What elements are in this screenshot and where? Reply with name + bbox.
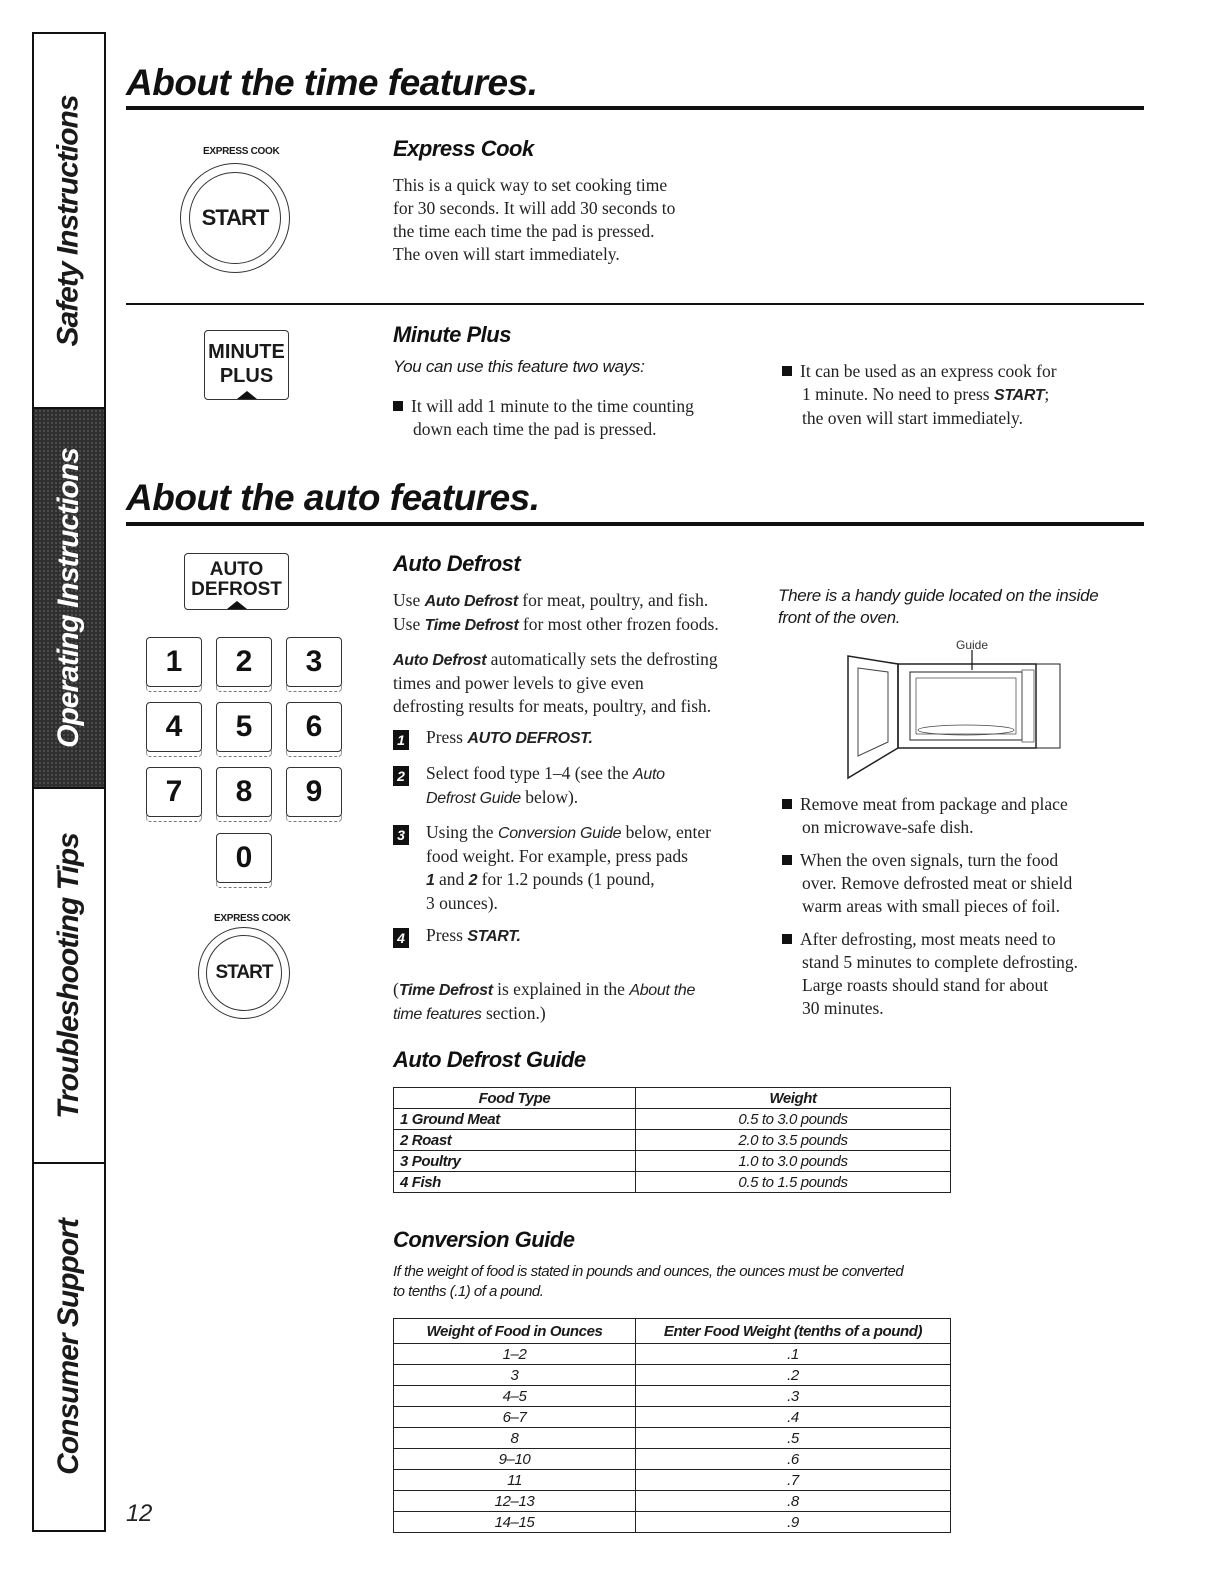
key-label: 0: [235, 841, 253, 874]
conversion-guide-description: [393, 1262, 903, 1302]
cell: .5: [636, 1428, 951, 1449]
auto-defrost-description: [393, 648, 773, 718]
cell: 4–5: [394, 1386, 636, 1407]
key-7: [146, 767, 202, 817]
t: to tenths (.1) of a pound.: [393, 1283, 544, 1300]
bullet-icon: [782, 366, 792, 376]
text-line: This is a quick way to set cooking time: [393, 175, 668, 195]
defrost-guide-table: [393, 1087, 951, 1193]
step-4: [393, 924, 773, 948]
microwave-illustration: [840, 650, 1065, 785]
minute-plus-button: [204, 330, 289, 400]
t: Use: [393, 590, 425, 610]
table-row: [394, 1172, 951, 1193]
cell: .6: [636, 1449, 951, 1470]
t: Using the: [426, 822, 498, 842]
auto-defrost-button: [184, 553, 289, 610]
table-row: [394, 1428, 951, 1449]
tab-troubleshooting-tips[interactable]: [34, 789, 104, 1164]
tab-label: Consumer Support: [52, 1219, 86, 1475]
t: Select food type 1–4 (see the: [426, 763, 634, 783]
step-number-icon: 4: [393, 928, 409, 948]
col-header: Weight of Food in Ounces: [394, 1319, 636, 1344]
t: front of the oven.: [778, 608, 901, 627]
text-line: 1 minute. No need to press: [802, 384, 994, 404]
t-emph: Defrost Guide: [426, 790, 521, 807]
key-label: 7: [165, 775, 183, 808]
cell: 2.0 to 3.5 pounds: [636, 1130, 951, 1151]
tab-label: Safety Instructions: [52, 94, 85, 347]
bullet-icon: [782, 855, 792, 865]
auto-defrost-heading: Auto Defrost: [393, 551, 521, 576]
t: Large roasts should stand for about: [802, 975, 1049, 995]
express-cook-text: [393, 174, 813, 266]
divider: [126, 106, 1144, 110]
divider: [126, 303, 1144, 305]
t-emph: time features: [393, 1006, 482, 1023]
key-1: [146, 637, 202, 687]
key-label: 3: [305, 645, 323, 678]
t: Use: [393, 614, 425, 634]
t: 3 ounces).: [426, 893, 498, 913]
cell: .7: [636, 1470, 951, 1491]
table-row: [394, 1130, 951, 1151]
minute-plus-intro: You can use this feature two ways:: [393, 357, 645, 376]
table-row: [394, 1512, 951, 1533]
key-label: 2: [235, 645, 253, 678]
t: stand 5 minutes to complete defrosting.: [802, 952, 1079, 972]
text-line: The oven will start immediately.: [393, 244, 620, 264]
handy-guide-note: [778, 585, 1138, 629]
t: If the weight of food is stated in pounds and ounces, the ounces must be converted: [393, 1263, 904, 1280]
t: There is a handy guide located on the inside: [778, 586, 1099, 605]
button-line: AUTO: [209, 559, 264, 580]
text-line: It will add 1 minute to the time counting: [411, 396, 694, 416]
cell: 1.0 to 3.0 pounds: [636, 1151, 951, 1172]
key-4: [146, 702, 202, 752]
t-emph: Conversion Guide: [497, 825, 622, 842]
table-row: [394, 1365, 951, 1386]
minute-plus-bullet-2: [782, 360, 1142, 430]
t: 30 minutes.: [802, 998, 884, 1018]
button-line: DEFROST: [191, 579, 282, 600]
button-line: PLUS: [219, 365, 274, 387]
table-header-row: [394, 1319, 951, 1344]
key-label: 9: [305, 775, 323, 808]
table-row: [394, 1470, 951, 1491]
t-emph: About the: [629, 982, 696, 999]
auto-defrost-usage: [393, 589, 773, 637]
step-number-icon: 3: [393, 825, 409, 845]
table-header-row: [394, 1088, 951, 1109]
cell: .1: [636, 1344, 951, 1365]
arrow-up-icon: [237, 391, 257, 399]
t: below).: [520, 787, 579, 807]
table-row: [394, 1386, 951, 1407]
t: on microwave-safe dish.: [802, 817, 974, 837]
cell: .8: [636, 1491, 951, 1512]
key-label: 5: [235, 710, 253, 743]
text-line: the time each time the pad is pressed.: [393, 221, 655, 241]
step-number-icon: 1: [393, 730, 409, 750]
tab-operating-instructions[interactable]: [34, 409, 104, 789]
tab-safety-instructions[interactable]: [34, 34, 104, 409]
key-3: [286, 637, 342, 687]
col-header: Enter Food Weight (tenths of a pound): [636, 1319, 951, 1344]
section-title-auto: About the auto features.: [126, 477, 540, 518]
key-9: [286, 767, 342, 817]
t: times and power levels to give even: [393, 673, 644, 693]
table-row: [394, 1109, 951, 1130]
t: Press: [426, 925, 468, 945]
minute-plus-heading: Minute Plus: [393, 322, 511, 347]
divider: [126, 522, 1144, 526]
guide-label: Guide: [956, 638, 989, 652]
defrost-guide-heading: Auto Defrost Guide: [393, 1047, 586, 1072]
section-title-time: About the time features.: [126, 62, 538, 103]
cell: .4: [636, 1407, 951, 1428]
button-line: MINUTE: [208, 341, 285, 363]
cell: .2: [636, 1365, 951, 1386]
t: When the oven signals, turn the food: [800, 850, 1059, 870]
col-header: Food Type: [394, 1088, 636, 1109]
table-row: [394, 1407, 951, 1428]
bullet-icon: [782, 799, 792, 809]
cell: 12–13: [394, 1491, 636, 1512]
express-start-button: [180, 163, 290, 273]
text-line: It can be used as an express cook for: [800, 361, 1057, 381]
cell: .9: [636, 1512, 951, 1533]
t-emph: Auto: [633, 766, 665, 783]
bullet-icon: [782, 934, 792, 944]
cell: 9–10: [394, 1449, 636, 1470]
step-3: [393, 821, 773, 915]
page-number: 12: [126, 1500, 153, 1527]
minute-plus-bullet-1: [393, 395, 773, 441]
tab-consumer-support[interactable]: [34, 1164, 104, 1530]
step-1: [393, 726, 773, 750]
key-8: [216, 767, 272, 817]
t: and: [434, 869, 469, 889]
t: for most other frozen foods.: [518, 614, 719, 634]
t-emph: 2: [468, 872, 478, 889]
t: Remove meat from package and place: [800, 794, 1068, 814]
key-label: 1: [165, 645, 183, 678]
step-number-icon: 2: [393, 766, 409, 786]
cell: 8: [394, 1428, 636, 1449]
key-6: [286, 702, 342, 752]
t: for meat, poultry, and fish.: [517, 590, 709, 610]
t: After defrosting, most meats need to: [800, 929, 1056, 949]
cell: 1–2: [394, 1344, 636, 1365]
table-row: [394, 1491, 951, 1512]
t: for 1.2 pounds (1 pound,: [477, 869, 655, 889]
cell: 6–7: [394, 1407, 636, 1428]
time-defrost-note: [393, 978, 783, 1026]
table-row: [394, 1151, 951, 1172]
cell: 4 Fish: [394, 1172, 636, 1193]
cell: 3: [394, 1365, 636, 1386]
start-inner-ring: [189, 172, 281, 264]
key-0: [216, 833, 272, 883]
t: food weight. For example, press pads: [426, 846, 688, 866]
t: Press: [426, 727, 468, 747]
bullet-icon: [393, 401, 403, 411]
t-emph: Time Defrost: [424, 617, 519, 634]
start-inner-ring: [206, 935, 282, 1011]
conversion-guide-heading: Conversion Guide: [393, 1227, 575, 1252]
text-line: the oven will start immediately.: [802, 408, 1023, 428]
start-label: START: [201, 205, 269, 230]
key-label: 8: [235, 775, 253, 808]
t-emph: Time Defrost: [398, 982, 493, 999]
t-emph: Auto Defrost: [393, 652, 487, 669]
key-label: 6: [305, 710, 323, 743]
start-button: [198, 927, 290, 1019]
t-emph: START.: [467, 928, 521, 945]
t: (: [393, 979, 399, 999]
cell: 14–15: [394, 1512, 636, 1533]
cell: 0.5 to 3.0 pounds: [636, 1109, 951, 1130]
right-bullets: [782, 793, 1142, 1020]
cell: 0.5 to 1.5 pounds: [636, 1172, 951, 1193]
text-line: down each time the pad is pressed.: [413, 419, 657, 439]
express-cook-heading: Express Cook: [393, 136, 534, 161]
express-cook-caption: EXPRESS COOK: [203, 146, 280, 157]
t: section.): [481, 1003, 546, 1023]
t: defrosting results for meats, poultry, and fish.: [393, 696, 712, 716]
cell: 11: [394, 1470, 636, 1491]
text-line: for 30 seconds. It will add 30 seconds to: [393, 198, 676, 218]
start-emphasis: START: [993, 387, 1045, 404]
t: over. Remove defrosted meat or shield: [802, 873, 1073, 893]
key-2: [216, 637, 272, 687]
t: is explained in the: [492, 979, 630, 999]
table-row: [394, 1449, 951, 1470]
cell: 1 Ground Meat: [394, 1109, 636, 1130]
step-2: [393, 762, 773, 810]
sidebar: [32, 32, 106, 1532]
col-header: Weight: [636, 1088, 951, 1109]
key-5: [216, 702, 272, 752]
t-emph: 1: [426, 872, 435, 889]
cell: 3 Poultry: [394, 1151, 636, 1172]
conversion-guide-table: [393, 1318, 951, 1533]
start-label: START: [215, 962, 273, 983]
t: automatically sets the defrosting: [486, 649, 718, 669]
t: below, enter: [621, 822, 711, 842]
cell: 2 Roast: [394, 1130, 636, 1151]
t-emph: Auto Defrost: [424, 593, 518, 610]
table-row: [394, 1344, 951, 1365]
arrow-up-icon: [227, 601, 247, 609]
tab-label: Operating Instructions: [52, 448, 86, 748]
t: warm areas with small pieces of foil.: [802, 896, 1061, 916]
express-cook-caption: EXPRESS COOK: [214, 913, 291, 924]
key-label: 4: [165, 710, 183, 743]
tab-label: Troubleshooting Tips: [52, 832, 85, 1119]
t-emph: AUTO DEFROST.: [467, 730, 593, 747]
cell: .3: [636, 1386, 951, 1407]
punct: ;: [1044, 384, 1050, 404]
